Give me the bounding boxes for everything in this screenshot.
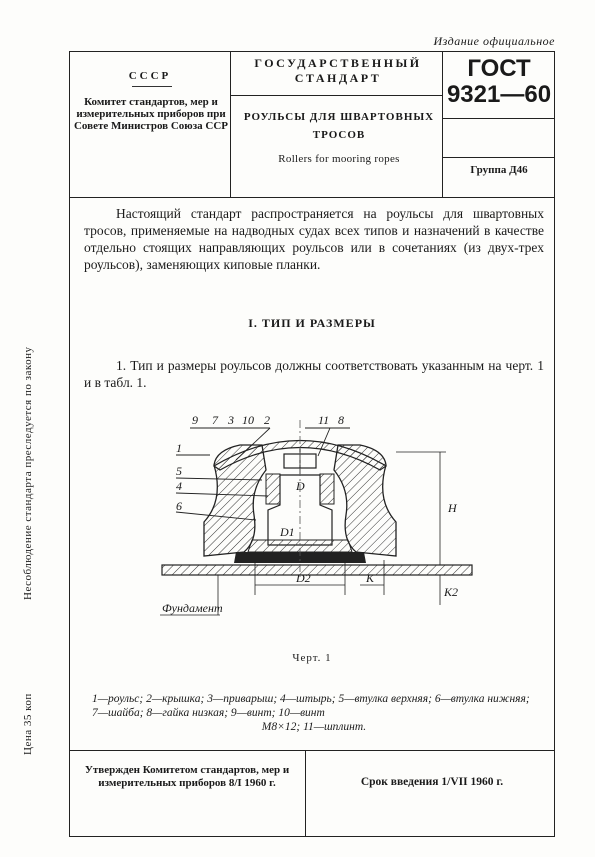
legend-line-3: M8×12; 11—шплинт. [261, 721, 367, 733]
intro-paragraph: Настоящий стандарт распространяется на роульсы для швартовных тросов, применяемые на надводных судах всех типов и назначений в качестве отдельно стоящих направляющих роульсов или в сочетаниях (из двух-трех роульсов), заменяющих киповые планки. [84, 206, 544, 272]
dim-label-k: K [366, 571, 375, 585]
part-label-2: 2 [264, 413, 270, 427]
title-russian: РОУЛЬСЫ ДЛЯ ШВАРТОВНЫХ ТРОСОВ [243, 111, 435, 141]
dim-label-h: H [448, 501, 457, 515]
edition-note: Издание официальное [433, 34, 555, 48]
price-sidebar: Цена 35 коп [22, 693, 34, 755]
part-label-11: 11 [318, 413, 330, 427]
approval-note: Утвержден Комитетом стандартов, мер и измерительных приборов 8/I 1960 г. [84, 764, 290, 789]
part-label-1: 1 [176, 441, 182, 455]
part-label-10: 10 [242, 413, 254, 427]
law-notice-sidebar: Несоблюдение стандарта преследуется по закону [22, 346, 34, 600]
dim-label-d: D [296, 479, 305, 493]
ussr-label: СССР [128, 70, 172, 82]
committee-name: Комитет стандартов, мер и измерительных приборов при Совете Министров Союза ССР [73, 96, 228, 132]
part-label-7: 7 [212, 413, 218, 427]
figure-caption: Черт. 1 [292, 652, 332, 664]
group-code: Группа Д46 [470, 164, 528, 176]
upper-bushing-right [320, 474, 334, 504]
section-title: I. ТИП И РАЗМЕРЫ [248, 316, 376, 330]
part-label-4: 4 [176, 479, 182, 493]
gost-label: ГОСТ [467, 55, 531, 82]
foundation-label: Фундамент [162, 601, 223, 615]
dim-label-k2: K2 [444, 585, 459, 599]
figure-legend [92, 692, 536, 734]
dimension-lines [160, 452, 446, 615]
part-label-8: 8 [338, 413, 344, 427]
clause-1: 1. Тип и размеры роульсов должны соответствовать указанным на черт. 1 и в табл. 1. [84, 358, 544, 390]
upper-bushing-left [266, 474, 280, 504]
standard-type: ГОСУДАРСТВЕННЫЙ СТАНДАРТ [254, 56, 422, 85]
gost-number: 9321—60 [446, 81, 552, 108]
part-label-5: 5 [176, 464, 182, 478]
title-english: Rollers for mooring ropes [278, 153, 400, 165]
foundation-plate [162, 565, 472, 575]
part-label-9: 9 [192, 413, 198, 427]
part-label-6: 6 [176, 499, 182, 513]
part-label-3: 3 [228, 413, 234, 427]
legend-line-1: 1—роульс; 2—крышка; 3—приварыш; 4—штырь; 5—втулка верхняя; [92, 693, 432, 705]
introduction-date: Срок введения 1/VII 1960 г. [360, 776, 504, 788]
dim-label-d1: D1 [280, 525, 295, 539]
dim-label-d2: D2 [296, 571, 311, 585]
legend-line-2: 6—втулка нижняя; 7—шайба; 8—гайка низкая; 9—винт; 10—винт [92, 693, 530, 719]
